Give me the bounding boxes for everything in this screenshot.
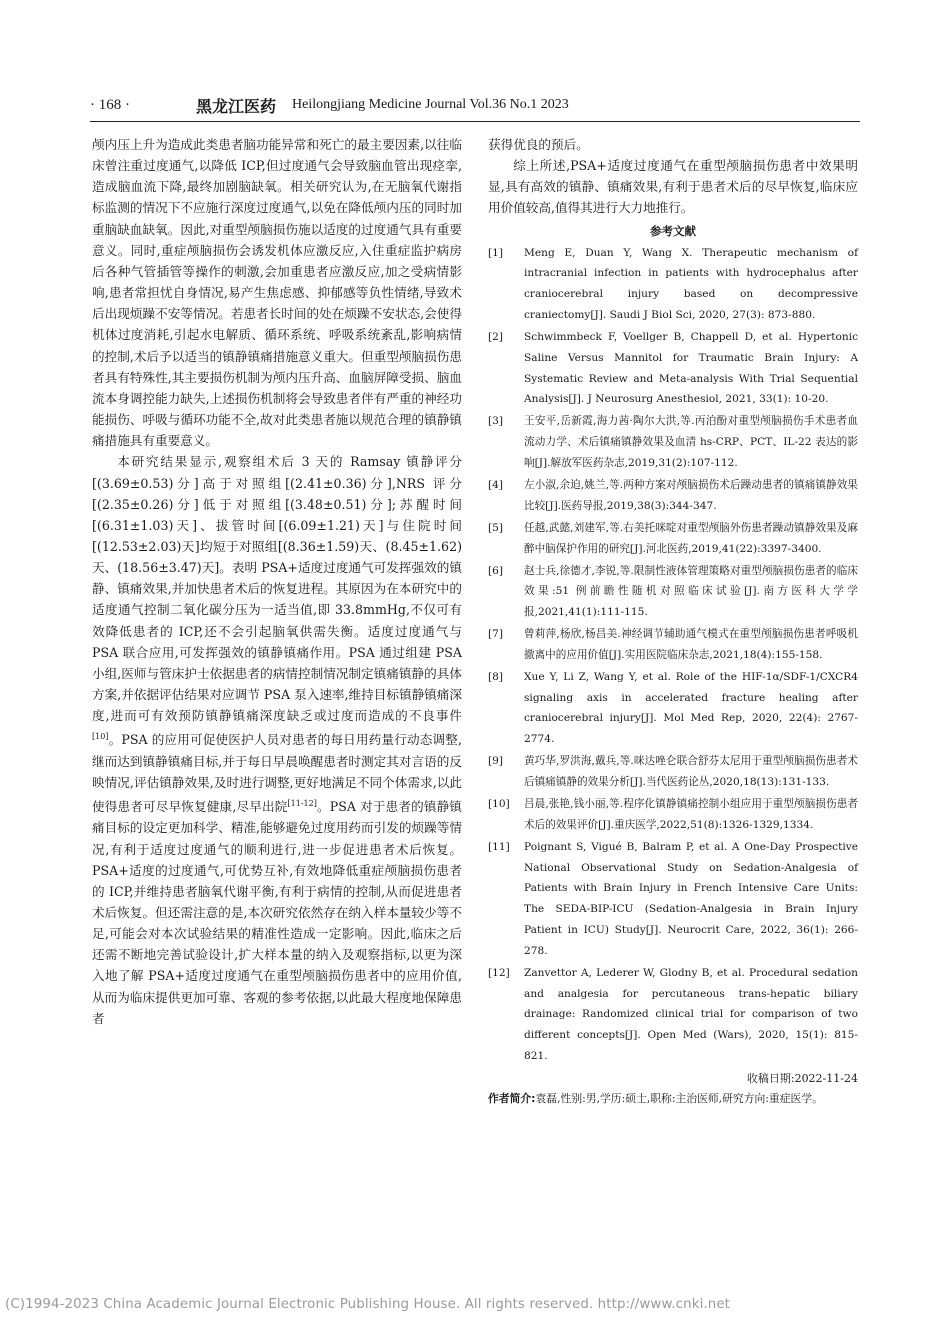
reference-item: [2] Schwimmbeck F, Voellger B, Chappell D, et al. Hypertonic Saline Versus Mannitol for Traumatic Brain Injury: A Systematic Review and Meta-analysis With Trial Sequential Analysis[J]. J Neurosurg Anesthesiol, 2021, 33(1): 10-20. [488,331,858,406]
conclusion-paragraph: 综上所述,PSA+适度过度通气在重型颅脑损伤患者中效果明显,具有高效的镇静、镇痛效果,有利于患者术后的尽早恢复,临床应用价值较高,值得其进行大力地推行。 [488,158,858,216]
author-note-text: 袁磊,性别:男,学历:硕士,职称:主治医师,研究方向:重症医学。 [535,1091,823,1105]
received-date: 收稿日期:2022-11-24 [746,1071,858,1085]
reference-item: [7] 曾莉萍,杨欣,杨昌美.神经调节辅助通气模式在重型颅脑损伤患者呼吸机撤离中的应用价值[J].实用医院临床杂志,2021,18(4):155-158. [488,628,858,661]
citation: [11-12] [287,799,317,809]
reference-item: [9] 黄巧华,罗洪海,戴兵,等.咪达唑仑联合舒芬太尼用于重型颅脑损伤患者术后镇痛镇静的效果分析[J].当代医药论丛,2020,18(13):131-133. [488,755,858,789]
reference-item: [4] 左小淑,余迫,姚兰,等.两种方案对颅脑损伤术后躁动患者的镇痛镇静效果比较[J].医药导报,2019,38(3):344-347. [488,478,858,512]
body-paragraph: 颅内压上升为造成此类患者脑功能异常和死亡的最主要因素,以往临床曾注重过度通气,以降低 ICP,但过度通气会导致脑血管出现痉挛,造成脑血流下降,最终加剧脑缺氧。相关研究认为,在无脑氧代谢指标监测的情况下不应施行深度过度通气,以免在降低颅内压的同时加重脑缺血缺氧。因此,对重型颅脑损伤施以适度的过度通气具有重要意义。同时,重症颅脑损伤会诱发机体应激反应,入住重症监护病房后各种气管插管等操作的刺激,会加重患者应激反应,加之受病情影响,患者常担忧自身情况,易产生焦虑感、抑郁感等负性情绪,导致术后出现烦躁不安等情况。若患者长时间的处在烦躁不安状态,会使得机体过度消耗,引起水电解质、循环系统、呼吸系统紊乱,影响病情的控制,术后予以适当的镇静镇痛措施意义重大。但重型颅脑损伤患者具有特殊性,其主要损伤机制为颅内压升高、血脑屏障受损、脑血流本身调控能力缺失,上述损伤机制将会导致患者伴有严重的神经功能损伤、呼吸与循环功能不全,故对此类患者施以规范合理的镇静镇痛措施具有重要意义。 [92,137,462,449]
copyright-footer: (C)1994-2023 China Academic Journal Electronic Publishing House. All rights reserved. http://www.cnki.net [5,1297,731,1312]
reference-item: [1] Meng E, Duan Y, Wang X. Therapeutic mechanism of intracranial infection in patients with hydrocephalus after craniocerebral injury based on decompressive craniectomy[J]. Saudi J Biol Sci, 2020, 27(3): 873-880. [488,246,858,322]
body-paragraph: 本研究结果显示,观察组术后 3 天的 Ramsay 镇静评分[(3.69±0.53)分]高于对照组[(2.41±0.36)分],NRS 评分[(2.35±0.26)分]低于对照组[(3.48±0.51)分];苏醒时间[(6.31±1.03)天]、拔管时间[(6.09±1.21)天]与住院时间[(12.53±2.03)天]均短于对照组[(8.36±1.59)天、(8.45±1.62)天、(18.56±3.47)天]。表明 PSA+适度过度通气可发挥强效的镇静、镇痛效果,并加快患者术后的恢复进程。其原因为在本研究中的适度通气控制二氧化碳分压为一适当值,即 33.8mmHg,不仅可有效降低患者的 ICP,还不会引起脑氧供需失衡。适度过度通气与 PSA 联合应用,可发挥强效的镇静镇痛作用。PSA 通过组建 PSA 小组,医师与管床护士依据患者的病情控制情况制定镇痛镇静的具体方案,并依据评估结果对应调节 PSA 泵入速率,维持目标镇静镇痛深度,进而可有效预防镇静镇痛深度缺乏或过度而造成的不良事件[10]。PSA 的应用可促使医护人员对患者的每日用药量行动态调整,继而达到镇静镇痛目标,并于每日早晨唤醒患者时测定其对言语的反映情况,评估镇静效果,及时进行调整,更好地满足不同个体需求,以此使得患者可尽早恢复健康,尽早出院[11-12]。PSA 对于患者的镇静镇痛目标的设定更加科学、精准,能够避免过度用药而引发的烦躁等情况,有利于适度过度通气的顺利进行,进一步促进患者术后恢复。PSA+适度的过度通气,可优势互补,有效地降低重症颅脑损伤患者的 ICP,并维持患者脑氧代谢平衡,有利于病情的控制,从而促进患者术后恢复。但还需注意的是,本次研究依然存在纳入样本量较少等不足,可能会对本次试验结果的精准性造成一定影响。因此,临床之后还需不断地完善试验设计,扩大样本量的纳入及观察指标,以更为深入地了解 PSA+适度过度通气在重型颅脑损伤患者中的应用价值,从而为临床提供更加可靠、客观的参考依据,以此最大程度地保障患者 [92,454,462,1026]
author-note [488,1089,858,1109]
journal-title-en: Heilongjiang Medicine Journal Vol.36 No.1 2023 [292,97,569,112]
references-heading: 参考文献 [650,223,696,238]
reference-item: [3] 王安平,岳新霞,海力茜·陶尔大洪,等.丙泊酚对重型颅脑损伤手术患者血流动力学、术后镇痛镇静效果及血清 hs-CRP、PCT、IL-22 表达的影响[J].解放军医药杂志,2019,31(2):107-112. [488,415,858,469]
page-number: · 168 · [90,96,130,113]
reference-list [488,243,858,1067]
author-note-label: 作者简介: [488,1091,536,1105]
reference-item: [10] 吕晨,张艳,钱小丽,等.程序化镇静镇痛控制小组应用于重型颅脑损伤患者术后的效果评价[J].重庆医学,2022,51(8):1326-1329,1334. [488,798,858,831]
reference-item: [12] Zanvettor A, Lederer W, Glodny B, et al. Procedural sedation and analgesia for percutaneous trans-hepatic biliary drainage: Randomized clinical trial for comparison of two different concepts[J]. Open Med (Wars), 2020, 15(1): 815-821. [488,966,858,1062]
reference-item: [5] 任越,武懿,刘建军,等.右美托咪啶对重型颅脑外伤患者躁动镇静效果及麻醉中脑保护作用的研究[J].河北医药,2019,41(22):3397-3400. [488,521,858,555]
left-column [92,134,462,1029]
reference-item: [11] Poignant S, Vigué B, Balram P, et al. A One-Day Prospective National Observational Study on Sedation-Analgesia of Patients with Brain Injury in French Intensive Care Units: The SEDA-BIP-ICU (Sedation-Analgesia in Brain Injury Patient in ICU) Study[J]. Neurocrit Care, 2022, 36(1): 266-278. [488,840,858,957]
page-header [90,92,860,118]
reference-item: [8] Xue Y, Li Z, Wang Y, et al. Role of the HIF-1α/SDF-1/CXCR4 signaling axis in accelerated fracture healing after craniocerebral injury[J]. Mol Med Rep, 2020, 22(4): 2767-2774. [488,670,858,746]
header-divider [90,121,860,122]
continued-paragraph: 获得优良的预后。 [488,137,589,152]
journal-title-cn: 黑龙江医药 [196,96,277,116]
citation: [10] [92,732,109,742]
reference-item: [6] 赵士兵,徐德才,李锐,等.限制性液体管理策略对重型颅脑损伤患者的临床效果:51 例前瞻性随机对照临床试验[J].南方医科大学学报,2021,41(1):111-115. [488,564,858,619]
right-column [488,134,858,1109]
